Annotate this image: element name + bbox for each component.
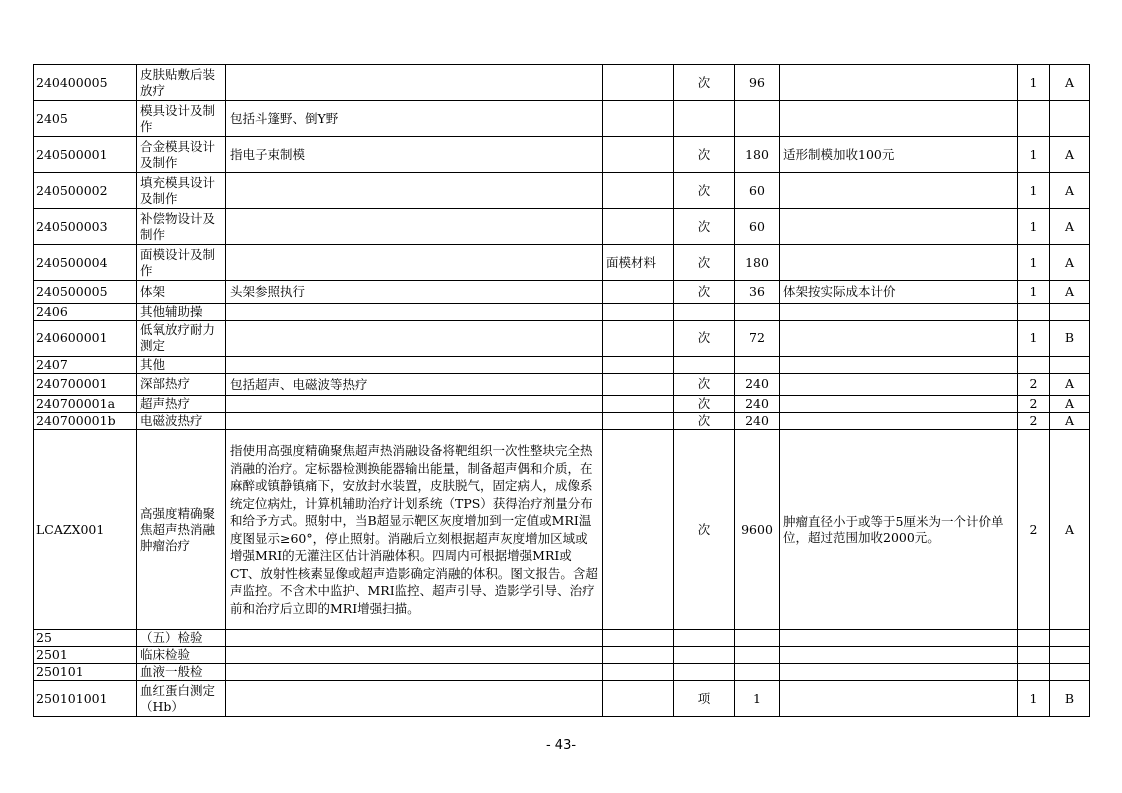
unit-cell [674,303,735,320]
excluded-materials-cell [603,373,674,396]
item-code-cell: 240400005 [34,65,137,101]
item-description-cell [226,303,603,320]
item-description-cell: 指使用高强度精确聚焦超声热消融设备将靶组织一次性整块完全热消融的治疗。定标器检测换能器输出能量，制备超声偶和介质，在麻醉或镇静镇痛下，安放封水装置，皮肤脱气，固定病人，成像系统定位病灶，计算机辅助治疗计划系统（TPS）获得治疗剂量分布和给予方式。照射中，当B超显示靶区灰度增加到一定值或MRI温度图显示≥60°，停止照射。消融后立刻根据超声灰度增加区域或增强MRI的无灌注区估计消融体积。四周内可根据增强MRI或CT、放射性核素显像或超声造影确定消融的体积。图文报告。含超声监控。不含术中监护、MRI监控、超声引导、造影学引导、治疗前和治疗后立即的MRI增强扫描。 [226,430,603,630]
table-row [34,320,1090,356]
item-code-cell: LCAZX001 [34,430,137,630]
item-name-cell: 电磁波热疗 [137,413,226,430]
price-cell: 9600 [735,430,780,630]
count-cell [1018,630,1050,647]
remarks-cell [780,664,1018,681]
item-name-cell: 血液一般检 [137,664,226,681]
item-description-cell [226,320,603,356]
remarks-cell [780,681,1018,717]
table-row [34,209,1090,245]
grade-cell: B [1050,681,1090,717]
item-code-cell: 2406 [34,303,137,320]
unit-cell [674,630,735,647]
count-cell: 1 [1018,137,1050,173]
table-row [34,664,1090,681]
excluded-materials-cell: 面模材料 [603,245,674,281]
page-number: - 43- [545,738,577,753]
count-cell [1018,356,1050,373]
unit-cell: 次 [674,173,735,209]
item-name-cell: 低氧放疗耐力测定 [137,320,226,356]
table-row [34,137,1090,173]
excluded-materials-cell [603,664,674,681]
remarks-cell [780,245,1018,281]
excluded-materials-cell [603,630,674,647]
table-row [34,65,1090,101]
unit-cell: 次 [674,281,735,304]
item-name-cell: 其他 [137,356,226,373]
grade-cell [1050,647,1090,664]
item-code-cell: 240700001b [34,413,137,430]
unit-cell [674,664,735,681]
table-row [34,303,1090,320]
item-name-cell: 血红蛋白测定（Hb） [137,681,226,717]
table-row [34,681,1090,717]
count-cell: 1 [1018,681,1050,717]
item-description-cell [226,356,603,373]
count-cell: 1 [1018,320,1050,356]
item-name-cell: 临床检验 [137,647,226,664]
item-code-cell: 240500004 [34,245,137,281]
item-name-cell: 皮肤贴敷后装放疗 [137,65,226,101]
item-name-cell: 超声热疗 [137,396,226,413]
item-code-cell: 2407 [34,356,137,373]
item-code-cell: 240600001 [34,320,137,356]
price-cell [735,647,780,664]
remarks-cell: 适形制模加收100元 [780,137,1018,173]
item-name-cell: 其他辅助操 [137,303,226,320]
remarks-cell [780,356,1018,373]
grade-cell: A [1050,245,1090,281]
unit-cell: 次 [674,137,735,173]
excluded-materials-cell [603,65,674,101]
table-row [34,430,1090,630]
unit-cell: 次 [674,413,735,430]
count-cell: 1 [1018,245,1050,281]
item-description-cell [226,664,603,681]
item-name-cell: 补偿物设计及制作 [137,209,226,245]
item-description-cell [226,65,603,101]
excluded-materials-cell [603,396,674,413]
unit-cell: 项 [674,681,735,717]
table-row [34,281,1090,304]
item-description-cell [226,173,603,209]
table-row [34,101,1090,137]
table-row [34,413,1090,430]
price-cell: 180 [735,245,780,281]
price-cell: 60 [735,209,780,245]
unit-cell: 次 [674,320,735,356]
excluded-materials-cell [603,173,674,209]
item-code-cell: 2501 [34,647,137,664]
item-name-cell: （五）检验 [137,630,226,647]
excluded-materials-cell [603,430,674,630]
grade-cell [1050,356,1090,373]
price-cell: 180 [735,137,780,173]
remarks-cell [780,173,1018,209]
item-code-cell: 240700001 [34,373,137,396]
unit-cell: 次 [674,373,735,396]
excluded-materials-cell [603,681,674,717]
remarks-cell [780,209,1018,245]
item-name-cell: 填充模具设计及制作 [137,173,226,209]
price-cell: 240 [735,396,780,413]
excluded-materials-cell [603,209,674,245]
item-code-cell: 240500003 [34,209,137,245]
count-cell [1018,647,1050,664]
item-description-cell [226,396,603,413]
item-code-cell: 240500002 [34,173,137,209]
item-description-cell: 包括超声、电磁波等热疗 [226,373,603,396]
price-cell: 240 [735,413,780,430]
count-cell: 1 [1018,281,1050,304]
item-name-cell: 体架 [137,281,226,304]
grade-cell: A [1050,396,1090,413]
item-code-cell: 240500001 [34,137,137,173]
unit-cell [674,356,735,373]
item-code-cell: 250101 [34,664,137,681]
remarks-cell [780,647,1018,664]
item-description-cell [226,681,603,717]
excluded-materials-cell [603,647,674,664]
excluded-materials-cell [603,101,674,137]
table-row [34,373,1090,396]
remarks-cell [780,373,1018,396]
item-code-cell: 240700001a [34,396,137,413]
excluded-materials-cell [603,303,674,320]
price-cell [735,630,780,647]
grade-cell [1050,303,1090,320]
unit-cell [674,647,735,664]
price-cell: 1 [735,681,780,717]
table-body [34,65,1090,717]
grade-cell: A [1050,430,1090,630]
price-cell: 96 [735,65,780,101]
price-cell [735,664,780,681]
item-name-cell: 深部热疗 [137,373,226,396]
remarks-cell [780,303,1018,320]
price-cell: 60 [735,173,780,209]
table-row [34,356,1090,373]
item-description-cell: 头架参照执行 [226,281,603,304]
grade-cell [1050,101,1090,137]
item-description-cell [226,209,603,245]
unit-cell: 次 [674,245,735,281]
item-code-cell: 240500005 [34,281,137,304]
excluded-materials-cell [603,356,674,373]
remarks-cell [780,413,1018,430]
item-description-cell [226,630,603,647]
remarks-cell: 肿瘤直径小于或等于5厘米为一个计价单位，超过范围加收2000元。 [780,430,1018,630]
item-description-cell: 指电子束制模 [226,137,603,173]
unit-cell: 次 [674,396,735,413]
item-description-cell: 包括斗篷野、倒Y野 [226,101,603,137]
grade-cell: A [1050,173,1090,209]
count-cell [1018,664,1050,681]
grade-cell: A [1050,65,1090,101]
item-code-cell: 2405 [34,101,137,137]
fee-schedule-table [33,64,1090,717]
item-code-cell: 250101001 [34,681,137,717]
grade-cell: B [1050,320,1090,356]
remarks-cell [780,396,1018,413]
grade-cell [1050,664,1090,681]
price-cell [735,101,780,137]
count-cell: 1 [1018,65,1050,101]
unit-cell: 次 [674,209,735,245]
price-cell [735,356,780,373]
item-name-cell: 高强度精确聚焦超声热消融肿瘤治疗 [137,430,226,630]
unit-cell [674,101,735,137]
table-row [34,245,1090,281]
item-name-cell: 面模设计及制作 [137,245,226,281]
grade-cell: A [1050,137,1090,173]
unit-cell: 次 [674,65,735,101]
excluded-materials-cell [603,320,674,356]
count-cell: 2 [1018,430,1050,630]
item-name-cell: 合金模具设计及制作 [137,137,226,173]
item-name-cell: 模具设计及制作 [137,101,226,137]
item-description-cell [226,647,603,664]
price-cell: 240 [735,373,780,396]
count-cell: 1 [1018,209,1050,245]
table-row [34,630,1090,647]
price-cell [735,303,780,320]
grade-cell: A [1050,373,1090,396]
grade-cell: A [1050,413,1090,430]
item-description-cell [226,245,603,281]
remarks-cell [780,630,1018,647]
remarks-cell [780,65,1018,101]
count-cell: 2 [1018,413,1050,430]
table-row [34,396,1090,413]
count-cell: 2 [1018,373,1050,396]
price-cell: 36 [735,281,780,304]
unit-cell: 次 [674,430,735,630]
item-code-cell: 25 [34,630,137,647]
count-cell [1018,101,1050,137]
table-row [34,173,1090,209]
excluded-materials-cell [603,137,674,173]
excluded-materials-cell [603,281,674,304]
remarks-cell: 体架按实际成本计价 [780,281,1018,304]
count-cell: 1 [1018,173,1050,209]
excluded-materials-cell [603,413,674,430]
table-row [34,647,1090,664]
price-cell: 72 [735,320,780,356]
grade-cell: A [1050,281,1090,304]
count-cell: 2 [1018,396,1050,413]
count-cell [1018,303,1050,320]
remarks-cell [780,101,1018,137]
remarks-cell [780,320,1018,356]
item-description-cell [226,413,603,430]
grade-cell: A [1050,209,1090,245]
grade-cell [1050,630,1090,647]
